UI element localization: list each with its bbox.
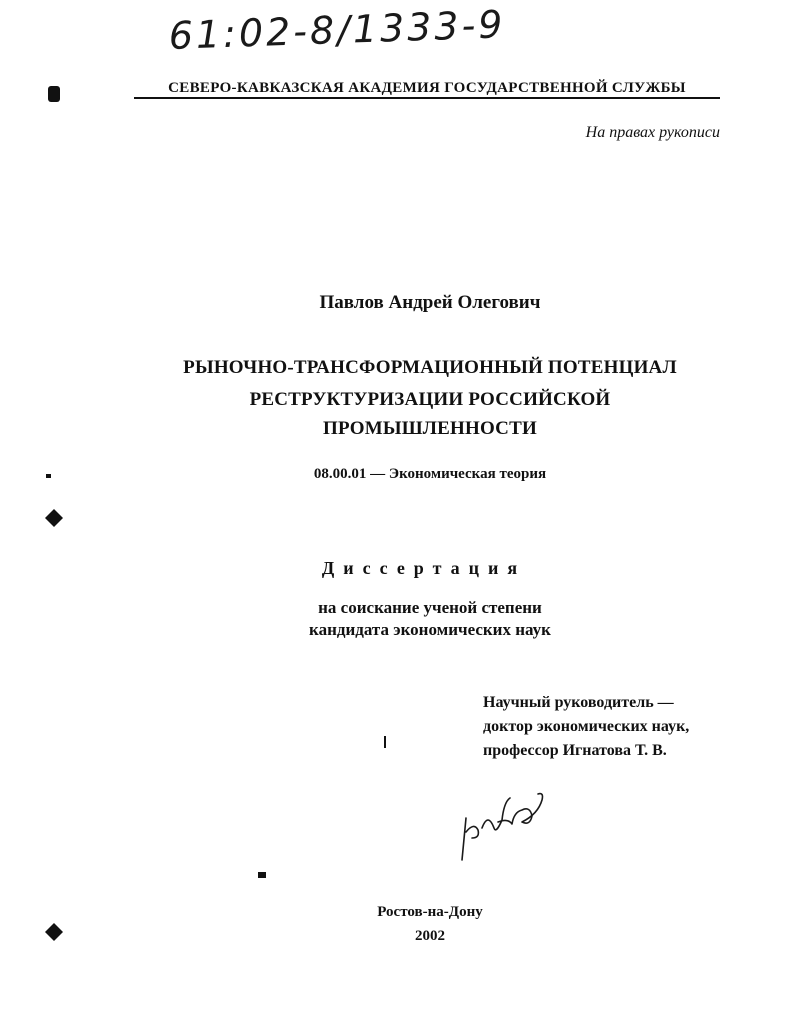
year: 2002 [415, 928, 445, 944]
scan-mark [44, 508, 64, 528]
title-line-1: РЫНОЧНО-ТРАНСФОРМАЦИОННЫЙ ПОТЕНЦИАЛ [183, 357, 677, 378]
supervisor-role: Научный руководитель — [483, 694, 674, 711]
specialty-code: 08.00.01 — Экономическая теория [313, 466, 547, 482]
degree-line-1: на соискание ученой степени [318, 598, 542, 617]
rights-note: На правах рукописи [585, 124, 720, 141]
scan-mark [46, 474, 51, 478]
title-line-2: РЕСТРУКТУРИЗАЦИИ РОССИЙСКОЙ [249, 389, 611, 410]
supervisor-name: профессор Игнатова Т. В. [483, 742, 667, 759]
degree-line-2: кандидата экономических наук [309, 620, 551, 639]
scan-mark [384, 736, 386, 748]
scan-mark [44, 922, 64, 942]
scan-mark [258, 872, 266, 878]
header-divider [134, 97, 720, 99]
institution-name: СЕВЕРО-КАВКАЗСКАЯ АКАДЕМИЯ ГОСУДАРСТВЕННОЙ СЛУЖБЫ [168, 80, 686, 96]
supervisor-degree: доктор экономических наук, [483, 718, 690, 735]
scan-mark [48, 86, 60, 102]
archive-number: 61:02-8/1333-9 [168, 2, 507, 58]
city: Ростов-на-Дону [377, 904, 483, 920]
document-type: Диссертация [321, 558, 527, 578]
title-line-3: ПРОМЫШЛЕННОСТИ [323, 418, 537, 439]
author-name: Павлов Андрей Олегович [319, 292, 541, 313]
signature [452, 772, 552, 864]
